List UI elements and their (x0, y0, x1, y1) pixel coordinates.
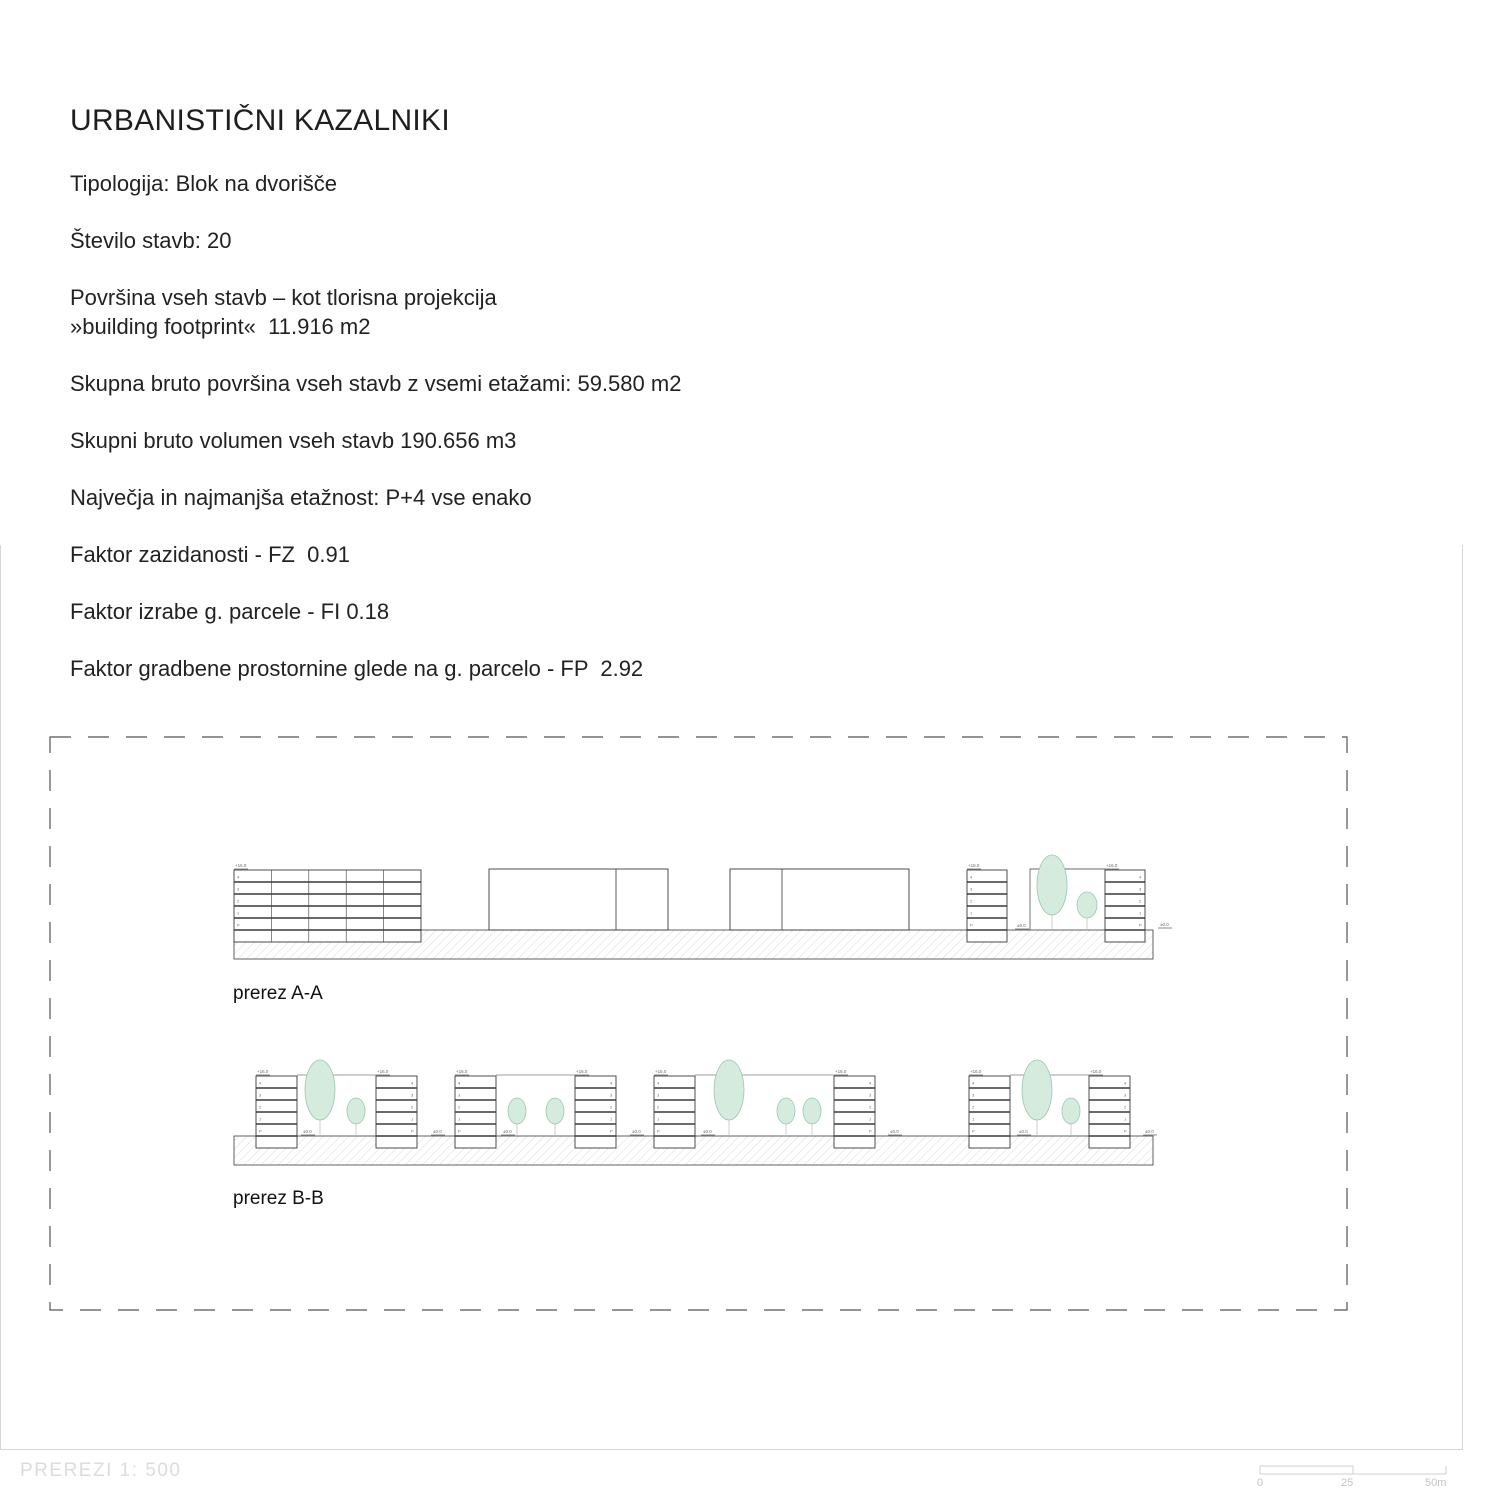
drawing-frame-dashed (50, 737, 1347, 1310)
building-elevation (489, 869, 668, 930)
floor-label: 1 (970, 910, 973, 916)
indicator-line: Faktor gradbene prostornine glede na g. parcelo - FP 2.92 (70, 656, 644, 681)
floor-label: 4 (411, 1080, 414, 1086)
tree-crown (305, 1060, 335, 1120)
floor-label: 3 (657, 1092, 660, 1098)
floor-label: 3 (869, 1092, 872, 1098)
tree-crown (546, 1098, 564, 1124)
floor-label: P (259, 1128, 262, 1134)
floor-label: 1 (657, 1116, 660, 1122)
floor-label: P (458, 1128, 461, 1134)
tree-crown (1022, 1060, 1052, 1120)
tree-crown (777, 1098, 795, 1124)
ground-elevation-mark: ±0.0 (1017, 923, 1026, 928)
floor-label: 4 (259, 1080, 262, 1086)
floor-label: 3 (972, 1092, 975, 1098)
floor-label: P (869, 1128, 872, 1134)
ground-elevation-mark: ±0.0 (703, 1129, 712, 1134)
indicator-line: »building footprint« 11.916 m2 (70, 314, 371, 339)
tree-crown (508, 1098, 526, 1124)
indicator-line: Skupna bruto površina vseh stavb z vsemi etažami: 59.580 m2 (70, 371, 682, 396)
floor-label: P (1124, 1128, 1127, 1134)
ground-elevation-mark: ±0.0 (303, 1129, 312, 1134)
tree-crown (1077, 892, 1097, 918)
roof-elevation-mark: +16.0 (970, 1069, 982, 1074)
floor-label: 1 (237, 910, 240, 916)
roof-elevation-mark: +16.0 (456, 1069, 468, 1074)
footer-title: PREREZI 1: 500 (20, 1460, 182, 1481)
floor-label: P (970, 922, 973, 928)
floor-label: 3 (237, 886, 240, 892)
floor-label: 2 (259, 1104, 262, 1110)
floor-label: 2 (610, 1104, 613, 1110)
floor-label: 2 (1124, 1104, 1127, 1110)
floor-label: 4 (972, 1080, 975, 1086)
floor-label: P (1139, 922, 1142, 928)
floor-label: P (411, 1128, 414, 1134)
floor-label: 2 (869, 1104, 872, 1110)
floor-label: 2 (1139, 898, 1142, 904)
floor-label: 2 (237, 898, 240, 904)
floor-label: 1 (411, 1116, 414, 1122)
floor-label: 1 (610, 1116, 613, 1122)
ground-elevation-mark: ±0.0 (890, 1129, 899, 1134)
building-elevation (730, 869, 909, 930)
tree-crown (347, 1098, 365, 1124)
scale-bar (1260, 1466, 1446, 1474)
indicator-line: Največja in najmanjša etažnost: P+4 vse enako (70, 485, 532, 510)
floor-label: 1 (458, 1116, 461, 1122)
floor-label: 3 (1124, 1092, 1127, 1098)
section-a-drawing (234, 855, 1172, 959)
roof-elevation-mark: +16.0 (235, 863, 247, 868)
floor-label: P (657, 1128, 660, 1134)
scale-label-50m: 50m (1425, 1477, 1447, 1489)
floor-label: 2 (972, 1104, 975, 1110)
floor-label: 3 (1139, 886, 1142, 892)
floor-label: 4 (657, 1080, 660, 1086)
roof-elevation-mark: +16.0 (1106, 863, 1118, 868)
ground-elevation-mark: ±0.0 (1160, 922, 1169, 927)
indicator-line: Faktor izrabe g. parcele - FI 0.18 (70, 599, 390, 624)
floor-label: 4 (610, 1080, 613, 1086)
floor-label: 1 (972, 1116, 975, 1122)
ground-elevation-mark: ±0.0 (1145, 1129, 1154, 1134)
floor-label: 2 (657, 1104, 660, 1110)
section-b-drawing (234, 1060, 1157, 1165)
floor-label: 1 (1139, 910, 1142, 916)
ground-elevation-mark: ±0.0 (1019, 1129, 1028, 1134)
roof-elevation-mark: +16.0 (835, 1069, 847, 1074)
floor-label: P (237, 922, 240, 928)
floor-label: 1 (869, 1116, 872, 1122)
floor-label: P (972, 1128, 975, 1134)
floor-label: 1 (1124, 1116, 1127, 1122)
scale-label-25: 25 (1341, 1477, 1354, 1489)
roof-elevation-mark: +16.0 (257, 1069, 269, 1074)
floor-label: 4 (1139, 874, 1142, 880)
tree-crown (1037, 855, 1067, 915)
floor-label: 4 (237, 874, 240, 880)
floor-label: 2 (970, 898, 973, 904)
indicator-line: Skupni bruto volumen vseh stavb 190.656 m3 (70, 428, 517, 453)
floor-label: 3 (610, 1092, 613, 1098)
floor-label: 4 (869, 1080, 872, 1086)
roof-elevation-mark: +16.0 (968, 863, 980, 868)
page-title: URBANISTIČNI KAZALNIKI (70, 104, 451, 137)
floor-label: 3 (411, 1092, 414, 1098)
tree-crown (714, 1060, 744, 1120)
roof-elevation-mark: +16.0 (1090, 1069, 1102, 1074)
scale-label-0: 0 (1257, 1477, 1264, 1489)
floor-label: 2 (458, 1104, 461, 1110)
floor-label: P (610, 1128, 613, 1134)
floor-label: 3 (970, 886, 973, 892)
indicator-line: Tipologija: Blok na dvorišče (70, 171, 337, 196)
floor-label: 2 (411, 1104, 414, 1110)
floor-label: 4 (970, 874, 973, 880)
roof-elevation-mark: +16.0 (655, 1069, 667, 1074)
floor-label: 4 (1124, 1080, 1127, 1086)
ground-elevation-mark: ±0.0 (632, 1129, 641, 1134)
section-b-label: prerez B-B (233, 1188, 324, 1209)
ground-elevation-mark: ±0.0 (433, 1129, 442, 1134)
roof-elevation-mark: +16.0 (576, 1069, 588, 1074)
floor-label: 3 (259, 1092, 262, 1098)
indicator-line: Faktor zazidanosti - FZ 0.91 (70, 542, 350, 567)
floor-label: 4 (458, 1080, 461, 1086)
indicator-line: Površina vseh stavb – kot tlorisna projekcija (70, 285, 497, 310)
floor-label: 1 (259, 1116, 262, 1122)
section-a-label: prerez A-A (233, 983, 323, 1004)
floor-label: 3 (458, 1092, 461, 1098)
indicator-line: Število stavb: 20 (70, 228, 232, 253)
tree-crown (803, 1098, 821, 1124)
roof-elevation-mark: +16.0 (377, 1069, 389, 1074)
tree-crown (1062, 1098, 1080, 1124)
ground-elevation-mark: ±0.0 (503, 1129, 512, 1134)
